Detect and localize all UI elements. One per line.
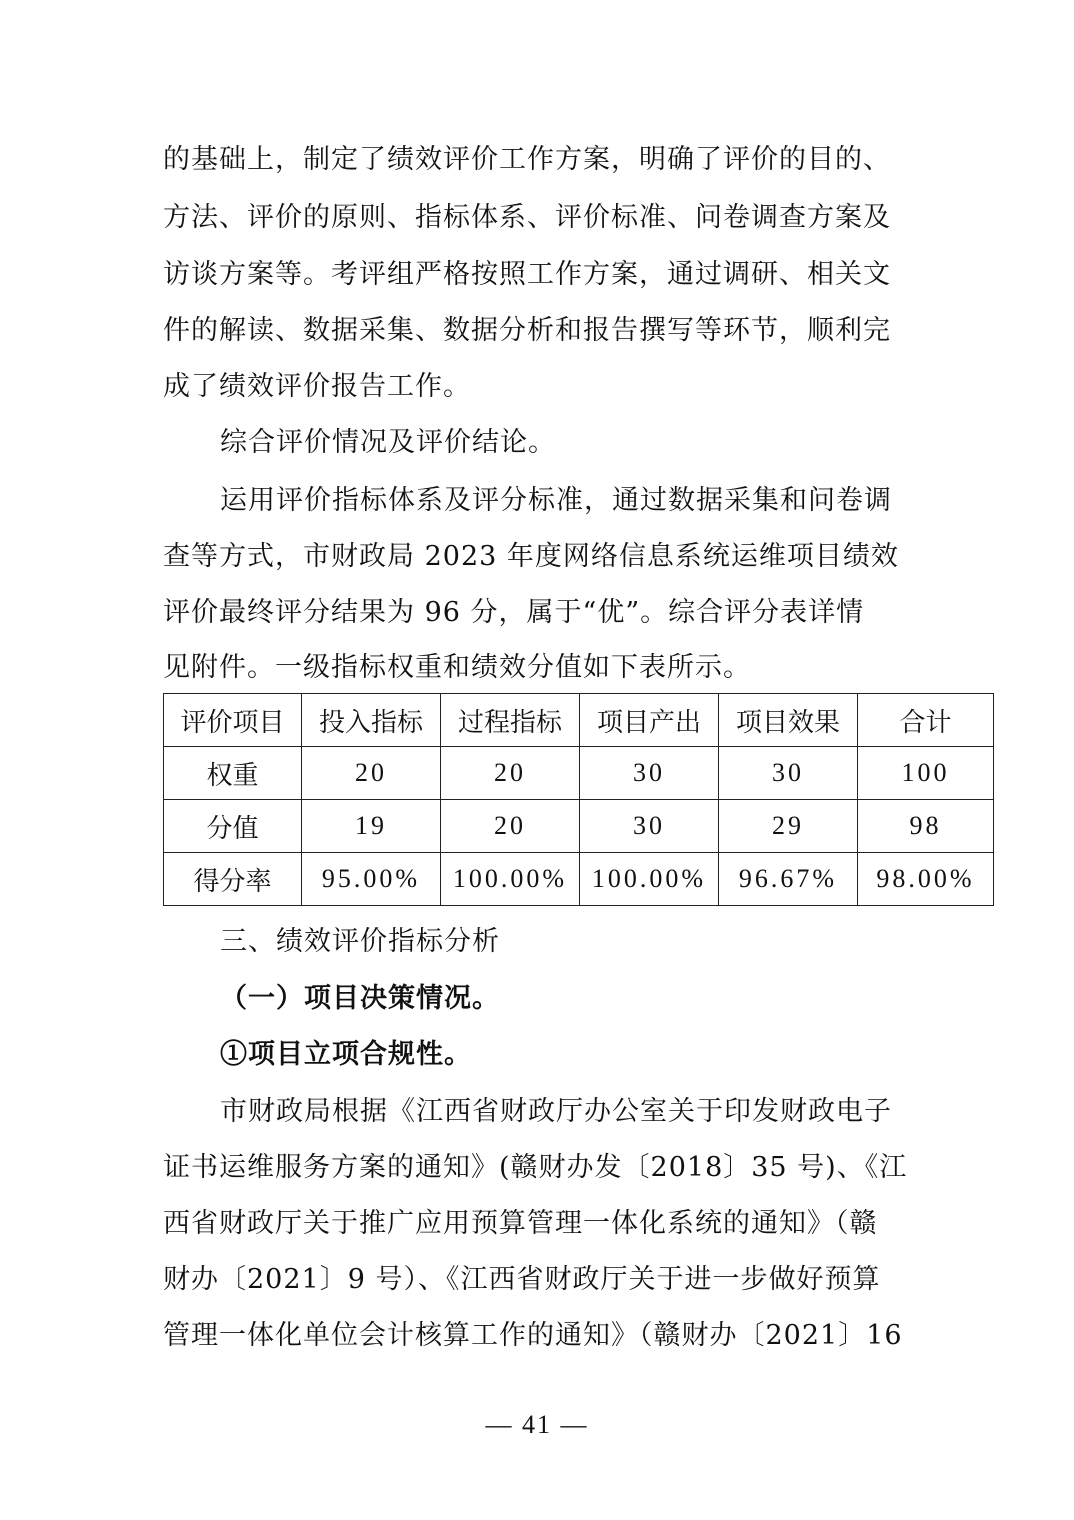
- table-cell: 100.00%: [580, 853, 719, 906]
- text-line: 财办〔2021〕9 号）、《江西省财政厅关于进一步做好预算: [163, 1264, 881, 1295]
- text-line: 见附件。一级指标权重和绩效分值如下表所示。: [163, 652, 751, 683]
- table-row-label: 权重: [164, 747, 302, 800]
- table-row-label: 分值: [164, 800, 302, 853]
- text-line: 方法、评价的原则、指标体系、评价标准、问卷调查方案及: [163, 202, 891, 233]
- table-cell: 19: [302, 800, 441, 853]
- text-line: 的基础上，制定了绩效评价工作方案，明确了评价的目的、: [163, 144, 891, 175]
- table-header-row: [164, 694, 994, 747]
- heading-compliance: ①项目立项合规性。: [220, 1039, 472, 1070]
- text-line: 件的解读、数据采集、数据分析和报告撰写等环节，顺利完: [163, 315, 891, 346]
- table-cell: 20: [441, 800, 580, 853]
- score-table: [163, 693, 994, 906]
- table-cell: 30: [719, 747, 858, 800]
- table-cell: 100: [858, 747, 994, 800]
- text-line: 访谈方案等。考评组严格按照工作方案，通过调研、相关文: [163, 259, 891, 290]
- table-header-cell: 评价项目: [164, 694, 302, 747]
- table-row: [164, 853, 994, 906]
- table-header-cell: 合计: [858, 694, 994, 747]
- table-cell: 29: [719, 800, 858, 853]
- text-line: 证书运维服务方案的通知》(赣财办发〔2018〕35 号)、《江: [163, 1152, 908, 1183]
- table-row: [164, 800, 994, 853]
- table-cell: 96.67%: [719, 853, 858, 906]
- table-cell: 98.00%: [858, 853, 994, 906]
- table-header-cell: 项目产出: [580, 694, 719, 747]
- table-cell: 30: [580, 747, 719, 800]
- table-header-cell: 项目效果: [719, 694, 858, 747]
- text-line: 运用评价指标体系及评分标准，通过数据采集和问卷调: [220, 485, 892, 516]
- table-row: [164, 747, 994, 800]
- table-cell: 95.00%: [302, 853, 441, 906]
- heading-project-decision: （一）项目决策情况。: [220, 983, 500, 1014]
- text-line: 成了绩效评价报告工作。: [163, 371, 471, 402]
- heading-section-3: 三、绩效评价指标分析: [220, 926, 500, 957]
- section-heading: 综合评价情况及评价结论。: [220, 427, 556, 458]
- text-line: 西省财政厅关于推广应用预算管理一体化系统的通知》（赣: [163, 1208, 878, 1239]
- text-line: 市财政局根据《江西省财政厅办公室关于印发财政电子: [220, 1096, 892, 1127]
- table-cell: 98: [858, 800, 994, 853]
- table-header-cell: 投入指标: [302, 694, 441, 747]
- text-line: 评价最终评分结果为 96 分，属于“优”。综合评分表详情: [163, 597, 865, 628]
- page-number: — 41 —: [485, 1410, 589, 1439]
- text-line: 管理一体化单位会计核算工作的通知》（赣财办〔2021〕16: [163, 1320, 903, 1351]
- table-cell: 20: [302, 747, 441, 800]
- table-header-cell: 过程指标: [441, 694, 580, 747]
- table-cell: 20: [441, 747, 580, 800]
- table-row-label: 得分率: [164, 853, 302, 906]
- table-cell: 100.00%: [441, 853, 580, 906]
- table-cell: 30: [580, 800, 719, 853]
- text-line: 查等方式，市财政局 2023 年度网络信息系统运维项目绩效: [163, 541, 899, 572]
